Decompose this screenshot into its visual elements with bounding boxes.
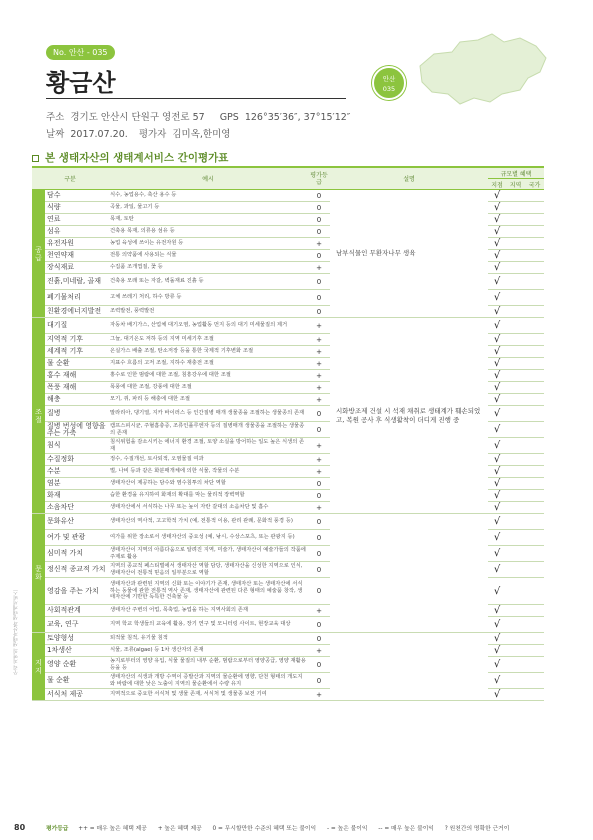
nation-check-cell <box>525 673 544 689</box>
service-name: 연료 <box>45 214 108 226</box>
local-check-mark: √ <box>488 190 506 202</box>
service-example: 지표수 흐름의 고저 조절, 지하수 재충전 조절 <box>108 358 308 370</box>
table-body <box>32 190 544 701</box>
service-example: 캠프스피시균, 주혈흡충증, 조류인플루엔자 등의 질병매개 생물종을 조절하는 생물종의 존재 <box>108 422 308 438</box>
region-check-cell <box>506 645 525 657</box>
region-check-cell <box>506 422 525 438</box>
nation-check-cell <box>525 238 544 250</box>
service-example: 조력발전, 풍력발전 <box>108 306 308 318</box>
category-label: 조절 <box>32 318 45 514</box>
nation-check-cell <box>525 190 544 202</box>
service-name: 폐기물처리 <box>45 290 108 306</box>
local-check-mark: √ <box>488 438 506 454</box>
local-check-mark: √ <box>488 689 506 701</box>
description-text <box>330 633 488 701</box>
table-row <box>32 190 544 202</box>
service-name: 물 순환 <box>45 673 108 689</box>
service-example: 폭풍에 대한 조절, 강풍에 대한 조절 <box>108 382 308 394</box>
legend-item: -- = 매우 높은 불이익 <box>378 826 434 832</box>
service-name: 수질정화 <box>45 454 108 466</box>
service-name: 세계적 기후 <box>45 346 108 358</box>
nation-check-cell <box>525 394 544 406</box>
grade-value: 0 <box>308 226 330 238</box>
nation-check-cell <box>525 578 544 605</box>
local-check-mark: √ <box>488 214 506 226</box>
local-check-mark: √ <box>488 562 506 578</box>
grade-value: 0 <box>308 530 330 546</box>
legend-item: + 높은 혜택 제공 <box>157 826 202 832</box>
region-check-cell <box>506 226 525 238</box>
header-grade: 평가등급 <box>308 167 330 190</box>
service-example: 농업 육성에 쓰이는 유전자원 등 <box>108 238 308 250</box>
local-check-mark: √ <box>488 530 506 546</box>
page-title: 황금산 <box>46 69 116 97</box>
grade-value: + <box>308 502 330 514</box>
region-check-cell <box>506 358 525 370</box>
local-check-mark: √ <box>488 645 506 657</box>
local-check-mark: √ <box>488 306 506 318</box>
region-check-cell <box>506 689 525 701</box>
local-check-mark: √ <box>488 290 506 306</box>
grade-value: + <box>308 346 330 358</box>
nation-check-cell <box>525 382 544 394</box>
nation-check-cell <box>525 502 544 514</box>
region-check-cell <box>506 502 525 514</box>
grade-value: 0 <box>308 190 330 202</box>
local-check-mark: √ <box>488 502 506 514</box>
local-check-mark: √ <box>488 406 506 422</box>
nation-check-cell <box>525 490 544 502</box>
grade-value: 0 <box>308 422 330 438</box>
region-check-cell <box>506 262 525 274</box>
service-name: 사회적관계 <box>45 605 108 617</box>
location-pin-icon <box>372 66 406 100</box>
grade-value: + <box>308 605 330 617</box>
service-example: 생태자산이 제공하는 담수와 염수침투의 차단 역할 <box>108 478 308 490</box>
address-value: 경기도 안산시 단원구 영전로 57 <box>70 112 205 123</box>
region-check-cell <box>506 438 525 454</box>
service-name: 토양형성 <box>45 633 108 645</box>
service-example: 말라리아, 댕기열, 지카 바이러스 등 인간질병 매개 생물종을 조절하는 생물종의 존재 <box>108 406 308 422</box>
nation-check-cell <box>525 422 544 438</box>
region-check-cell <box>506 633 525 645</box>
assessment-table <box>32 166 544 701</box>
grade-value: 0 <box>308 673 330 689</box>
region-check-cell <box>506 318 525 334</box>
grade-value: 0 <box>308 274 330 290</box>
service-name: 영양 순환 <box>45 657 108 673</box>
grade-value: + <box>308 466 330 478</box>
local-check-mark: √ <box>488 274 506 290</box>
grade-value: 0 <box>308 214 330 226</box>
nation-check-cell <box>525 633 544 645</box>
local-check-mark: √ <box>488 358 506 370</box>
nation-check-cell <box>525 478 544 490</box>
nation-check-cell <box>525 689 544 701</box>
nation-check-cell <box>525 645 544 657</box>
service-example: 자동차 배기가스, 산업체 대기오염, 농업활동 먼지 등의 대기 미세물질의 제거 <box>108 318 308 334</box>
local-check-mark: √ <box>488 394 506 406</box>
nation-check-cell <box>525 605 544 617</box>
region-check-cell <box>506 382 525 394</box>
local-check-mark: √ <box>488 250 506 262</box>
region-check-cell <box>506 657 525 673</box>
service-name: 유전자원 <box>45 238 108 250</box>
service-example: 모기, 쥐, 파리 등 해충에 대한 조절 <box>108 394 308 406</box>
local-check-mark: √ <box>488 466 506 478</box>
region-check-cell <box>506 514 525 530</box>
grade-value: 0 <box>308 617 330 633</box>
grade-value: 0 <box>308 514 330 530</box>
address-label: 주소 <box>46 112 65 123</box>
service-example: 벌, 나비 등과 같은 화분매개체에 의한 식물, 작물의 수분 <box>108 466 308 478</box>
service-name: 장식재료 <box>45 262 108 274</box>
grade-value: + <box>308 238 330 250</box>
service-name: 질병 <box>45 406 108 422</box>
local-check-mark: √ <box>488 454 506 466</box>
service-example: 여가를 위한 장소로서 생태자산의 중요성 (예, 낚시, 수상스포츠, 또는 관광지 등) <box>108 530 308 546</box>
region-check-cell <box>506 394 525 406</box>
grade-value: 0 <box>308 290 330 306</box>
region-check-cell <box>506 290 525 306</box>
legend-item: ? 원천간의 명확한 근거이 <box>444 826 510 832</box>
local-check-mark: √ <box>488 633 506 645</box>
local-check-mark: √ <box>488 382 506 394</box>
pin-number: 035 <box>382 85 396 93</box>
service-name: 폭풍 재해 <box>45 382 108 394</box>
grade-legend <box>46 823 518 832</box>
grade-value: 0 <box>308 562 330 578</box>
region-check-cell <box>506 605 525 617</box>
location-map <box>400 28 550 108</box>
service-name: 1차생산 <box>45 645 108 657</box>
region-check-cell <box>506 202 525 214</box>
region-check-cell <box>506 406 525 422</box>
service-example: 건축용 모래 또는 자갈, 벽돌재료 진흙 등 <box>108 274 308 290</box>
evaluator-value: 김미옥,한미영 <box>172 129 231 140</box>
grade-value: 0 <box>308 633 330 645</box>
service-example: 수집품 조개껍질, 꽃 등 <box>108 262 308 274</box>
local-check-mark: √ <box>488 657 506 673</box>
service-example: 생태자산에서 서식하는 나무 또는 높이 자란 갈대의 소음차단 및 흡수 <box>108 502 308 514</box>
service-name: 섬유 <box>45 226 108 238</box>
address-line <box>46 109 350 123</box>
service-example: 생태자산의 식생과 개방 수역이 증발산과 지역의 물순환에 영향, 단천 형태의 개도지와 바람에 대한 낮은 노출이 지역의 물순환에서 수량 유지 <box>108 673 308 689</box>
nation-check-cell <box>525 438 544 454</box>
nation-check-cell <box>525 466 544 478</box>
service-example: 그늘, 대기온도 저하 등의 지역 미세기후 조절 <box>108 334 308 346</box>
grade-value: + <box>308 358 330 370</box>
grade-value: + <box>308 262 330 274</box>
category-label: 문화 <box>32 514 45 633</box>
legend-item: ++ = 매우 높은 혜택 제공 <box>78 826 147 832</box>
nation-check-cell <box>525 562 544 578</box>
service-example: 목재, 토탄 <box>108 214 308 226</box>
legend-item: - = 높은 불이익 <box>326 826 368 832</box>
region-check-cell <box>506 250 525 262</box>
service-name: 여가 및 관광 <box>45 530 108 546</box>
nation-check-cell <box>525 318 544 334</box>
grade-value: 0 <box>308 657 330 673</box>
service-example: 건축용 목재, 의류용 섬유 등 <box>108 226 308 238</box>
local-check-mark: √ <box>488 318 506 334</box>
description-text: 시화방조제 건설 시 석재 채취로 생태계가 훼손되었고, 복원 공사 후 식생활착이 더디게 진행 중 <box>330 318 488 514</box>
local-check-mark: √ <box>488 546 506 562</box>
service-example: 습한 환경을 유지하여 화재의 확대를 막는 물리적 장벽역할 <box>108 490 308 502</box>
region-check-cell <box>506 454 525 466</box>
header-example: 예시 <box>108 167 308 190</box>
legend-title: 평가등급 <box>46 826 69 832</box>
region-check-cell <box>506 346 525 358</box>
nation-check-cell <box>525 274 544 290</box>
header-region: 지역 <box>506 179 525 190</box>
local-check-mark: √ <box>488 578 506 605</box>
region-check-cell <box>506 530 525 546</box>
service-example: 생태자산 주변의 어업, 목축업, 농업을 하는 지역사회의 존재 <box>108 605 308 617</box>
nation-check-cell <box>525 370 544 382</box>
header-benefit-scale: 규모별 혜택 <box>488 167 544 179</box>
evaluator-label: 평가자 <box>138 129 167 140</box>
service-example: 정수, 수질개선, 토사퇴적, 오염물질 여과 <box>108 454 308 466</box>
service-name: 지역적 기후 <box>45 334 108 346</box>
service-name: 물 순환 <box>45 358 108 370</box>
region-check-cell <box>506 238 525 250</box>
service-example: 생태자산과 관련된 지역의 신화 또는 이야기가 존재, 생태자산 또는 생태자산에 서식하는 동물에 관한 전통적 역사 존재, 생태자산에 관련된 다른 형태의 예술품 창작, 생태자산에 기반한 독특한 건축물 등 <box>108 578 308 605</box>
side-running-text: 우리 지역의 생태자산과 생태계서비스 <box>13 590 19 675</box>
local-check-mark: √ <box>488 262 506 274</box>
local-check-mark: √ <box>488 202 506 214</box>
service-name: 심미적 가치 <box>45 546 108 562</box>
service-name: 진흙,미네랄, 골재 <box>45 274 108 290</box>
nation-check-cell <box>525 306 544 318</box>
table-row <box>32 633 544 645</box>
local-check-mark: √ <box>488 334 506 346</box>
local-check-mark: √ <box>488 238 506 250</box>
grade-value: 0 <box>308 478 330 490</box>
service-example: 홍수로 인한 범람에 대한 조절, 침흥강우에 대한 조절 <box>108 370 308 382</box>
service-example: 식물, 조류(algae) 등 1차 생산자의 존재 <box>108 645 308 657</box>
grade-value: + <box>308 689 330 701</box>
region-check-cell <box>506 190 525 202</box>
service-example: 농지로부터의 영양 유입, 식물 물질의 내부 순환, 범람으로부터 영양공급, 영양 재활용 등을 등 <box>108 657 308 673</box>
grade-value: + <box>308 318 330 334</box>
nation-check-cell <box>525 530 544 546</box>
service-name: 대기질 <box>45 318 108 334</box>
region-check-cell <box>506 617 525 633</box>
local-check-mark: √ <box>488 226 506 238</box>
asset-number-badge: No. 안산 - 035 <box>46 45 115 60</box>
date-value: 2017.07.20. <box>70 129 128 140</box>
service-example: 지역적으로 중요한 서식처 및 생물 존재, 서식처 및 생물종 보전 기여 <box>108 689 308 701</box>
table-header-row <box>32 167 544 179</box>
region-check-cell <box>506 546 525 562</box>
service-example: 지역 학교 학생들의 교육에 활용, 장기 연구 및 모니터링 사이트, 현장교육 대상 <box>108 617 308 633</box>
service-example: 고체 쓰레기 처리, 하수 방류 등 <box>108 290 308 306</box>
service-example: 온실가스 배출 조절, 탄소저장 등을 통한 국제적 기후변화 조절 <box>108 346 308 358</box>
local-check-mark: √ <box>488 673 506 689</box>
nation-check-cell <box>525 657 544 673</box>
region-check-cell <box>506 673 525 689</box>
service-name: 염분 <box>45 478 108 490</box>
local-check-mark: √ <box>488 605 506 617</box>
nation-check-cell <box>525 262 544 274</box>
header-nation: 국가 <box>525 179 544 190</box>
service-example: 식수, 농업용수, 축산 용수 등 <box>108 190 308 202</box>
title-divider <box>46 98 346 99</box>
service-example: 지역의 종교적 페스티벌에서 생태자산 역할 담당, 생태자산을 신성한 지역으로 인식, 생태자산이 전통적 믿음의 일부분으로 역할 <box>108 562 308 578</box>
description-text <box>330 514 488 633</box>
service-example: 퇴적물 침적, 유기물 침적 <box>108 633 308 645</box>
header-local: 지점 <box>488 179 506 190</box>
grade-value: 0 <box>308 250 330 262</box>
section-title: 본 생태자산의 생태계서비스 간이평가표 <box>32 150 228 165</box>
grade-value: + <box>308 454 330 466</box>
local-check-mark: √ <box>488 346 506 358</box>
region-check-cell <box>506 370 525 382</box>
nation-check-cell <box>525 226 544 238</box>
grade-value: 0 <box>308 306 330 318</box>
date-label: 날짜 <box>46 129 65 140</box>
region-check-cell <box>506 562 525 578</box>
header-description: 설명 <box>330 167 488 190</box>
nation-check-cell <box>525 358 544 370</box>
region-check-cell <box>506 214 525 226</box>
region-check-cell <box>506 490 525 502</box>
gps-value: 126°35′36″, 37°15′12″ <box>244 112 351 123</box>
service-example: 생태자산이 지역의 아름다움으로 알려진 지역, 미술가, 생태자산이 예술가들의 작품에 주제로 활용 <box>108 546 308 562</box>
region-check-cell <box>506 334 525 346</box>
service-name: 수분 <box>45 466 108 478</box>
table-row <box>32 318 544 334</box>
service-name: 서식처 제공 <box>45 689 108 701</box>
service-example: 전통 의약품에 사용되는 식물 <box>108 250 308 262</box>
grade-value: 0 <box>308 546 330 562</box>
service-example: 생태자산의 역사적, 고고학적 가치 (예, 전통적 이용, 관리 관례, 문화적 풍경 등) <box>108 514 308 530</box>
legend-item: 0 = 무시할만한 수준의 혜택 또는 불이익 <box>212 826 317 832</box>
local-check-mark: √ <box>488 370 506 382</box>
nation-check-cell <box>525 290 544 306</box>
header-category: 구분 <box>32 167 108 190</box>
description-text: 남부식물인 무환자나무 생육 <box>330 190 488 318</box>
region-check-cell <box>506 274 525 290</box>
service-name: 홍수 재해 <box>45 370 108 382</box>
category-label: 지지 <box>32 633 45 701</box>
service-name: 소음차단 <box>45 502 108 514</box>
nation-check-cell <box>525 546 544 562</box>
local-check-mark: √ <box>488 478 506 490</box>
grade-value: 0 <box>308 490 330 502</box>
grade-value: + <box>308 438 330 454</box>
service-name: 문화유산 <box>45 514 108 530</box>
service-name: 해충 <box>45 394 108 406</box>
grade-value: + <box>308 370 330 382</box>
grade-value: 0 <box>308 578 330 605</box>
local-check-mark: √ <box>488 490 506 502</box>
nation-check-cell <box>525 454 544 466</box>
service-name: 질병 번성에 영향을 주는 가축 <box>45 422 108 438</box>
service-name: 정신적 종교적 가치 <box>45 562 108 578</box>
nation-check-cell <box>525 514 544 530</box>
local-check-mark: √ <box>488 617 506 633</box>
service-name: 영감을 주는 가치 <box>45 578 108 605</box>
service-name: 식량 <box>45 202 108 214</box>
region-check-cell <box>506 578 525 605</box>
service-name: 담수 <box>45 190 108 202</box>
nation-check-cell <box>525 617 544 633</box>
grade-value: + <box>308 334 330 346</box>
grade-value: + <box>308 394 330 406</box>
service-name: 친환경에너지발전 <box>45 306 108 318</box>
nation-check-cell <box>525 406 544 422</box>
service-name: 침식 <box>45 438 108 454</box>
grade-value: + <box>308 645 330 657</box>
pin-region: 안산 <box>382 75 396 83</box>
local-check-mark: √ <box>488 422 506 438</box>
nation-check-cell <box>525 346 544 358</box>
gps-label: GPS <box>219 112 239 123</box>
grade-value: 0 <box>308 202 330 214</box>
table-row <box>32 514 544 530</box>
nation-check-cell <box>525 334 544 346</box>
region-check-cell <box>506 478 525 490</box>
region-check-cell <box>506 466 525 478</box>
local-check-mark: √ <box>488 514 506 530</box>
nation-check-cell <box>525 202 544 214</box>
grade-value: + <box>308 382 330 394</box>
region-check-cell <box>506 306 525 318</box>
nation-check-cell <box>525 250 544 262</box>
service-name: 천연약재 <box>45 250 108 262</box>
service-example: 침식위험을 감소시키는 에너지 환경 조절, 토양 소실을 방어하는 일도 높은 식생의 존재 <box>108 438 308 454</box>
date-line <box>46 126 230 140</box>
nation-check-cell <box>525 214 544 226</box>
service-name: 교육, 연구 <box>45 617 108 633</box>
category-label: 공급 <box>32 190 45 318</box>
grade-value: 0 <box>308 406 330 422</box>
page-number: 80 <box>14 823 26 832</box>
service-example: 곡물, 과일, 물고기 등 <box>108 202 308 214</box>
service-name: 화재 <box>45 490 108 502</box>
